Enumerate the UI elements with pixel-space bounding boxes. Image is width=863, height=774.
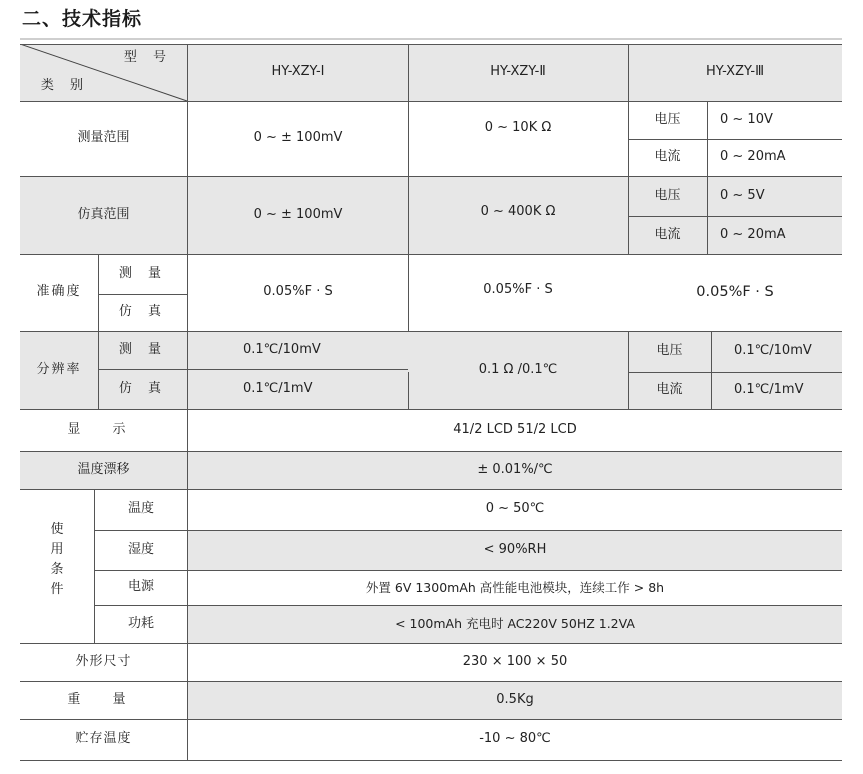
storage-temp-label: 贮存温度 bbox=[75, 731, 132, 747]
rule bbox=[20, 760, 842, 761]
storage-temp-value: -10 ~ 80℃ bbox=[479, 731, 551, 747]
weight-value: 0.5Kg bbox=[496, 691, 534, 707]
header-model-2: HY-XZY-Ⅱ bbox=[490, 64, 546, 80]
sim-range-m3-voltage-label: 电压 bbox=[654, 187, 681, 203]
weight-label: 重 量 bbox=[67, 691, 140, 707]
conditions-label-char: 使 bbox=[50, 522, 64, 537]
display-value: 41/2 LCD 51/2 LCD bbox=[453, 421, 577, 437]
measure-range-m2: 0 ~ 10K Ω bbox=[484, 120, 552, 136]
resolution-sub-simulate: 仿 真 bbox=[118, 380, 168, 396]
sim-range-m3-current-value: 0 ~ 20mA bbox=[720, 226, 786, 242]
sim-range-m3-current-label: 电流 bbox=[654, 226, 681, 242]
resolution-m1-measure: 0.1℃/10mV bbox=[243, 341, 321, 357]
resolution-m3-voltage-label: 电压 bbox=[656, 343, 683, 359]
header-corner-model: 型 号 bbox=[123, 49, 173, 65]
condition-temperature-label: 温度 bbox=[127, 501, 154, 517]
condition-power-value: 外置 6V 1300mAh 高性能电池模块，连续工作 > 8h bbox=[365, 579, 665, 595]
condition-consumption-label: 功耗 bbox=[127, 615, 154, 631]
measure-range-m1: 0 ~ ± 100mV bbox=[253, 130, 343, 146]
condition-humidity-value: < 90%RH bbox=[483, 541, 547, 557]
accuracy-sub-simulate: 仿 真 bbox=[118, 304, 168, 320]
resolution-m3-voltage-value: 0.1℃/10mV bbox=[734, 343, 812, 359]
conditions-label-char: 用 bbox=[50, 542, 64, 557]
resolution-m2: 0.1 Ω /0.1℃ bbox=[478, 361, 558, 377]
accuracy-m3: 0.05%F · S bbox=[696, 284, 774, 301]
conditions-label bbox=[20, 520, 94, 600]
temp-drift-label: 温度漂移 bbox=[77, 461, 130, 477]
conditions-label-char: 条 bbox=[50, 562, 64, 577]
resolution-m3-current-value: 0.1℃/1mV bbox=[734, 382, 804, 398]
dimensions-value: 230 × 100 × 50 bbox=[462, 653, 568, 669]
measure-range-m3-voltage-label: 电压 bbox=[654, 111, 681, 127]
resolution-sub-measure: 测 量 bbox=[118, 341, 168, 357]
header-corner-category: 类 别 bbox=[40, 77, 90, 93]
measure-range-m3-current-value: 0 ~ 20mA bbox=[720, 149, 786, 165]
sim-range-m3-voltage-value: 0 ~ 5V bbox=[720, 187, 765, 203]
condition-temperature-value: 0 ~ 50℃ bbox=[485, 501, 545, 517]
title-underline bbox=[20, 38, 842, 40]
resolution-m1-simulate: 0.1℃/1mV bbox=[243, 380, 313, 396]
dimensions-label: 外形尺寸 bbox=[75, 653, 132, 669]
section-title: 二、技术指标 bbox=[22, 8, 143, 30]
sim-range-m1: 0 ~ ± 100mV bbox=[253, 206, 343, 222]
condition-power-label: 电源 bbox=[127, 579, 154, 595]
measure-range-label: 测量范围 bbox=[77, 130, 130, 146]
condition-consumption-value: < 100mAh 充电时 AC220V 50HZ 1.2VA bbox=[395, 616, 635, 632]
resolution-m3-current-label: 电流 bbox=[656, 382, 683, 398]
accuracy-sub-measure: 测 量 bbox=[118, 265, 168, 281]
sim-range-m2: 0 ~ 400K Ω bbox=[480, 203, 556, 219]
conditions-label-char: 件 bbox=[50, 582, 64, 597]
accuracy-m1: 0.05%F · S bbox=[263, 284, 333, 300]
measure-range-m3-current-label: 电流 bbox=[654, 149, 681, 165]
temp-drift-value: ± 0.01%/℃ bbox=[477, 461, 553, 477]
header-model-3: HY-XZY-Ⅲ bbox=[705, 64, 765, 80]
measure-range-m3-voltage-value: 0 ~ 10V bbox=[720, 111, 773, 127]
accuracy-label: 准确度 bbox=[36, 284, 82, 300]
header-model-1: HY-XZY-Ⅰ bbox=[271, 64, 325, 80]
sim-range-label: 仿真范围 bbox=[77, 206, 130, 222]
display-label: 显 示 bbox=[67, 421, 140, 437]
resolution-label: 分辨率 bbox=[36, 361, 82, 377]
condition-humidity-label: 湿度 bbox=[127, 541, 154, 557]
accuracy-m2: 0.05%F · S bbox=[483, 281, 553, 297]
